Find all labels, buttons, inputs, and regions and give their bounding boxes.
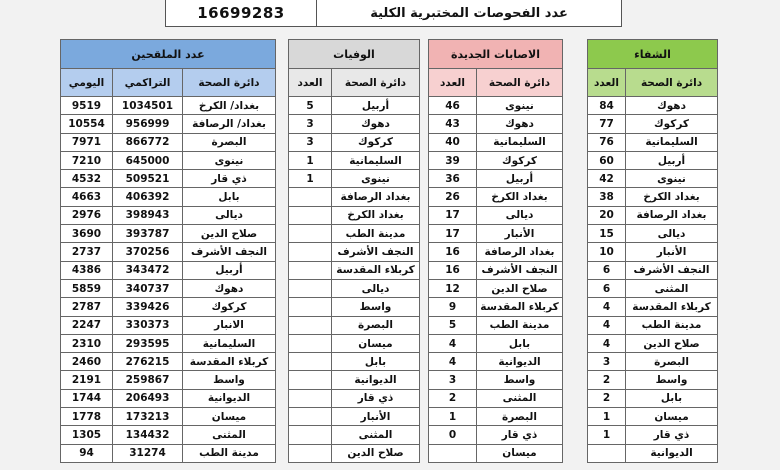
- table-row: [61, 389, 276, 407]
- cell-count: 5: [289, 97, 332, 115]
- cell-count: 3: [289, 133, 332, 151]
- cell-daily: 94: [61, 444, 113, 462]
- cell-directorate: ميسان: [477, 444, 563, 462]
- cell-directorate: الديوانية: [332, 371, 420, 389]
- table-row: [289, 115, 420, 133]
- cell-directorate: النجف الأشرف: [332, 243, 420, 261]
- cell-daily: 7210: [61, 151, 113, 169]
- vaccinated-col-directorate: دائرة الصحة: [183, 69, 276, 97]
- cell-directorate: أربيل: [183, 261, 276, 279]
- cell-directorate: بغداد/ الكرخ: [183, 97, 276, 115]
- cell-count: 42: [588, 170, 626, 188]
- total-tests-box: [165, 0, 622, 27]
- cell-count: 12: [429, 279, 477, 297]
- cell-count: [289, 389, 332, 407]
- cell-daily: 5859: [61, 279, 113, 297]
- cell-directorate: ذي قار: [626, 426, 718, 444]
- cell-cumulative: 343472: [113, 261, 183, 279]
- table-row: [429, 115, 563, 133]
- cell-cumulative: 406392: [113, 188, 183, 206]
- cell-count: 6: [588, 279, 626, 297]
- table-row: [61, 261, 276, 279]
- table-row: [588, 408, 718, 426]
- table-row: [289, 243, 420, 261]
- cell-directorate: بابل: [332, 353, 420, 371]
- cell-directorate: الأنبار: [626, 243, 718, 261]
- vaccinated-col-daily: اليومي: [61, 69, 113, 97]
- table-row: [588, 334, 718, 352]
- recovered-title: الشفاء: [588, 40, 718, 69]
- cell-directorate: المثنى: [477, 389, 563, 407]
- cell-count: [289, 408, 332, 426]
- cell-cumulative: 173213: [113, 408, 183, 426]
- table-row: [61, 316, 276, 334]
- cell-count: 4: [429, 353, 477, 371]
- cell-count: 46: [429, 97, 477, 115]
- table-row: [429, 298, 563, 316]
- table-row: [588, 279, 718, 297]
- table-row: [61, 371, 276, 389]
- table-row: [289, 316, 420, 334]
- table-row: [429, 444, 563, 462]
- cell-count: 2: [429, 389, 477, 407]
- cell-count: 1: [429, 408, 477, 426]
- cell-count: 16: [429, 261, 477, 279]
- cell-count: 5: [429, 316, 477, 334]
- cell-directorate: أربيل: [626, 151, 718, 169]
- cell-directorate: واسط: [477, 371, 563, 389]
- table-row: [289, 371, 420, 389]
- table-row: [588, 170, 718, 188]
- table-row: [61, 133, 276, 151]
- cell-count: [289, 279, 332, 297]
- table-row: [429, 206, 563, 224]
- cell-count: [429, 444, 477, 462]
- cell-directorate: صلاح الدين: [183, 225, 276, 243]
- cell-daily: 4386: [61, 261, 113, 279]
- cell-directorate: ديالى: [332, 279, 420, 297]
- cell-directorate: ذي قار: [183, 170, 276, 188]
- cell-directorate: مدينة الطب: [477, 316, 563, 334]
- cell-directorate: المثنى: [183, 426, 276, 444]
- cell-count: [289, 371, 332, 389]
- cell-directorate: الديوانية: [183, 389, 276, 407]
- cell-directorate: كربلاء المقدسة: [332, 261, 420, 279]
- table-row: [289, 97, 420, 115]
- cell-daily: 7971: [61, 133, 113, 151]
- cell-directorate: السليمانية: [626, 133, 718, 151]
- cell-directorate: ذي قار: [477, 426, 563, 444]
- cell-directorate: أربيل: [477, 170, 563, 188]
- table-row: [588, 389, 718, 407]
- cell-count: 0: [429, 426, 477, 444]
- cell-daily: 2247: [61, 316, 113, 334]
- table-row: [289, 206, 420, 224]
- cell-count: 6: [588, 261, 626, 279]
- cell-directorate: بابل: [477, 334, 563, 352]
- recovered-col-count: العدد: [588, 69, 626, 97]
- table-row: [289, 353, 420, 371]
- table-row: [588, 151, 718, 169]
- cell-directorate: صلاح الدين: [626, 334, 718, 352]
- cell-directorate: دهوك: [477, 115, 563, 133]
- cell-directorate: السليمانية: [477, 133, 563, 151]
- cell-daily: 1744: [61, 389, 113, 407]
- cell-cumulative: 370256: [113, 243, 183, 261]
- cell-count: 4: [429, 334, 477, 352]
- table-row: [289, 426, 420, 444]
- recovered-table: [587, 39, 718, 463]
- table-row: [61, 206, 276, 224]
- cell-daily: 2310: [61, 334, 113, 352]
- cell-directorate: بغداد الكرخ: [477, 188, 563, 206]
- table-row: [61, 444, 276, 462]
- cell-count: [289, 444, 332, 462]
- table-row: [61, 243, 276, 261]
- cell-directorate: الانبار: [183, 316, 276, 334]
- table-row: [429, 408, 563, 426]
- table-row: [588, 298, 718, 316]
- table-row: [61, 188, 276, 206]
- cell-daily: 3690: [61, 225, 113, 243]
- table-row: [588, 243, 718, 261]
- table-row: [289, 225, 420, 243]
- cell-daily: 2787: [61, 298, 113, 316]
- cell-directorate: واسط: [332, 298, 420, 316]
- cell-cumulative: 645000: [113, 151, 183, 169]
- cell-directorate: واسط: [183, 371, 276, 389]
- cell-count: 20: [588, 206, 626, 224]
- table-row: [289, 298, 420, 316]
- cell-daily: 4663: [61, 188, 113, 206]
- cell-count: 84: [588, 97, 626, 115]
- table-row: [429, 133, 563, 151]
- cell-count: 4: [588, 334, 626, 352]
- cell-directorate: بغداد الرصافة: [477, 243, 563, 261]
- cell-directorate: بغداد الرصافة: [626, 206, 718, 224]
- table-row: [588, 371, 718, 389]
- cell-count: 43: [429, 115, 477, 133]
- cell-directorate: كركوك: [626, 115, 718, 133]
- cell-directorate: المثنى: [626, 279, 718, 297]
- table-row: [429, 151, 563, 169]
- cell-count: 77: [588, 115, 626, 133]
- cell-count: 4: [588, 316, 626, 334]
- table-row: [429, 316, 563, 334]
- cell-directorate: دهوك: [332, 115, 420, 133]
- deaths-title: الوفيات: [289, 40, 420, 69]
- cell-directorate: النجف الأشرف: [183, 243, 276, 261]
- cell-cumulative: 1034501: [113, 97, 183, 115]
- cell-directorate: البصرة: [183, 133, 276, 151]
- cell-directorate: السليمانية: [332, 151, 420, 169]
- cell-daily: 2191: [61, 371, 113, 389]
- table-row: [429, 261, 563, 279]
- table-row: [289, 188, 420, 206]
- cell-daily: 1305: [61, 426, 113, 444]
- table-row: [588, 97, 718, 115]
- cell-count: 3: [588, 353, 626, 371]
- cell-count: [289, 188, 332, 206]
- cell-count: [289, 316, 332, 334]
- table-row: [289, 389, 420, 407]
- cell-count: 26: [429, 188, 477, 206]
- table-row: [588, 353, 718, 371]
- cell-directorate: البصرة: [332, 316, 420, 334]
- cell-directorate: بغداد/ الرصافة: [183, 115, 276, 133]
- deaths-col-count: العدد: [289, 69, 332, 97]
- cell-directorate: البصرة: [477, 408, 563, 426]
- cell-daily: 2460: [61, 353, 113, 371]
- cell-directorate: بابل: [183, 188, 276, 206]
- cell-count: 1: [289, 151, 332, 169]
- cell-directorate: الأنبار: [477, 225, 563, 243]
- table-row: [588, 261, 718, 279]
- cell-daily: 2737: [61, 243, 113, 261]
- cell-cumulative: 134432: [113, 426, 183, 444]
- cell-daily: 1778: [61, 408, 113, 426]
- table-row: [588, 206, 718, 224]
- total-tests-value: 16699283: [166, 0, 317, 26]
- table-row: [289, 261, 420, 279]
- cell-count: 16: [429, 243, 477, 261]
- table-row: [588, 444, 718, 462]
- table-row: [61, 334, 276, 352]
- new-cases-col-count: العدد: [429, 69, 477, 97]
- cell-count: 9: [429, 298, 477, 316]
- cell-count: [289, 426, 332, 444]
- cell-directorate: مدينة الطب: [626, 316, 718, 334]
- cell-count: [289, 334, 332, 352]
- total-tests-label: عدد الفحوصات المختبرية الكلية: [370, 5, 568, 21]
- cell-count: 15: [588, 225, 626, 243]
- cell-cumulative: 206493: [113, 389, 183, 407]
- cell-directorate: ديالى: [183, 206, 276, 224]
- cell-cumulative: 276215: [113, 353, 183, 371]
- table-row: [61, 353, 276, 371]
- table-row: [429, 353, 563, 371]
- cell-directorate: كركوك: [477, 151, 563, 169]
- table-row: [61, 426, 276, 444]
- cell-directorate: الأنبار: [332, 408, 420, 426]
- cell-directorate: صلاح الدين: [477, 279, 563, 297]
- cell-directorate: السليمانية: [183, 334, 276, 352]
- cell-cumulative: 330373: [113, 316, 183, 334]
- cell-directorate: ذي قار: [332, 389, 420, 407]
- cell-directorate: مدينة الطب: [183, 444, 276, 462]
- cell-directorate: ميسان: [332, 334, 420, 352]
- cell-count: 10: [588, 243, 626, 261]
- cell-directorate: بغداد الرصافة: [332, 188, 420, 206]
- table-row: [61, 170, 276, 188]
- cell-directorate: ميسان: [183, 408, 276, 426]
- table-row: [429, 371, 563, 389]
- cell-count: 2: [588, 371, 626, 389]
- table-row: [61, 298, 276, 316]
- cell-count: 3: [289, 115, 332, 133]
- cell-daily: 4532: [61, 170, 113, 188]
- cell-directorate: كربلاء المقدسة: [477, 298, 563, 316]
- cell-count: 40: [429, 133, 477, 151]
- cell-count: [289, 206, 332, 224]
- cell-directorate: نينوى: [477, 97, 563, 115]
- vaccinated-title: عدد الملقحين: [61, 40, 276, 69]
- cell-daily: 9519: [61, 97, 113, 115]
- cell-count: 1: [588, 426, 626, 444]
- new-cases-col-directorate: دائرة الصحة: [477, 69, 563, 97]
- cell-directorate: صلاح الدين: [332, 444, 420, 462]
- table-row: [61, 225, 276, 243]
- cell-directorate: ديالى: [626, 225, 718, 243]
- table-row: [588, 188, 718, 206]
- deaths-col-directorate: دائرة الصحة: [332, 69, 420, 97]
- table-row: [61, 115, 276, 133]
- cell-cumulative: 31274: [113, 444, 183, 462]
- cell-directorate: واسط: [626, 371, 718, 389]
- table-row: [429, 170, 563, 188]
- cell-directorate: نينوى: [332, 170, 420, 188]
- cell-directorate: بابل: [626, 389, 718, 407]
- cell-directorate: المثنى: [332, 426, 420, 444]
- cell-directorate: كربلاء المقدسة: [183, 353, 276, 371]
- cell-cumulative: 393787: [113, 225, 183, 243]
- cell-directorate: ديالى: [477, 206, 563, 224]
- cell-cumulative: 398943: [113, 206, 183, 224]
- table-row: [61, 279, 276, 297]
- cell-daily: 2976: [61, 206, 113, 224]
- cell-count: 76: [588, 133, 626, 151]
- table-row: [289, 151, 420, 169]
- table-row: [289, 334, 420, 352]
- cell-count: [289, 298, 332, 316]
- table-row: [429, 188, 563, 206]
- table-row: [429, 334, 563, 352]
- table-row: [429, 97, 563, 115]
- cell-count: [289, 243, 332, 261]
- table-row: [429, 426, 563, 444]
- table-row: [61, 97, 276, 115]
- cell-directorate: ميسان: [626, 408, 718, 426]
- table-row: [429, 279, 563, 297]
- cell-count: 17: [429, 206, 477, 224]
- cell-cumulative: 259867: [113, 371, 183, 389]
- table-row: [289, 279, 420, 297]
- cell-count: [289, 261, 332, 279]
- table-row: [289, 133, 420, 151]
- table-row: [588, 426, 718, 444]
- cell-count: 4: [588, 298, 626, 316]
- table-row: [61, 408, 276, 426]
- cell-count: [289, 353, 332, 371]
- table-row: [429, 389, 563, 407]
- table-row: [588, 115, 718, 133]
- cell-cumulative: 956999: [113, 115, 183, 133]
- cell-directorate: الديوانية: [626, 444, 718, 462]
- cell-directorate: النجف الأشرف: [626, 261, 718, 279]
- recovered-col-directorate: دائرة الصحة: [626, 69, 718, 97]
- cell-directorate: كركوك: [183, 298, 276, 316]
- cell-count: [588, 444, 626, 462]
- cell-cumulative: 866772: [113, 133, 183, 151]
- table-row: [588, 225, 718, 243]
- cell-directorate: نينوى: [183, 151, 276, 169]
- cell-directorate: أربيل: [332, 97, 420, 115]
- vaccinated-col-cumulative: التراكمي: [113, 69, 183, 97]
- table-row: [61, 151, 276, 169]
- table-row: [289, 170, 420, 188]
- table-row: [429, 225, 563, 243]
- cell-count: 36: [429, 170, 477, 188]
- cell-count: 38: [588, 188, 626, 206]
- cell-directorate: دهوك: [183, 279, 276, 297]
- cell-count: 17: [429, 225, 477, 243]
- table-row: [588, 133, 718, 151]
- new-cases-table: [428, 39, 563, 463]
- cell-count: 1: [289, 170, 332, 188]
- cell-cumulative: 509521: [113, 170, 183, 188]
- cell-count: 60: [588, 151, 626, 169]
- cell-cumulative: 293595: [113, 334, 183, 352]
- cell-count: [289, 225, 332, 243]
- cell-directorate: الديوانية: [477, 353, 563, 371]
- cell-directorate: كربلاء المقدسة: [626, 298, 718, 316]
- cell-cumulative: 340737: [113, 279, 183, 297]
- cell-directorate: نينوى: [626, 170, 718, 188]
- table-row: [289, 408, 420, 426]
- cell-directorate: النجف الأشرف: [477, 261, 563, 279]
- table-row: [588, 316, 718, 334]
- vaccinated-table: [60, 39, 276, 463]
- cell-directorate: كركوك: [332, 133, 420, 151]
- cell-directorate: بغداد الكرخ: [332, 206, 420, 224]
- cell-cumulative: 339426: [113, 298, 183, 316]
- cell-count: 3: [429, 371, 477, 389]
- table-row: [289, 444, 420, 462]
- cell-count: 1: [588, 408, 626, 426]
- cell-count: 39: [429, 151, 477, 169]
- table-row: [429, 243, 563, 261]
- deaths-table: [288, 39, 420, 463]
- cell-directorate: بغداد الكرخ: [626, 188, 718, 206]
- cell-directorate: البصرة: [626, 353, 718, 371]
- cell-directorate: دهوك: [626, 97, 718, 115]
- cell-count: 2: [588, 389, 626, 407]
- cell-directorate: مدينة الطب: [332, 225, 420, 243]
- cell-daily: 10554: [61, 115, 113, 133]
- new-cases-title: الاصابات الجديدة: [429, 40, 563, 69]
